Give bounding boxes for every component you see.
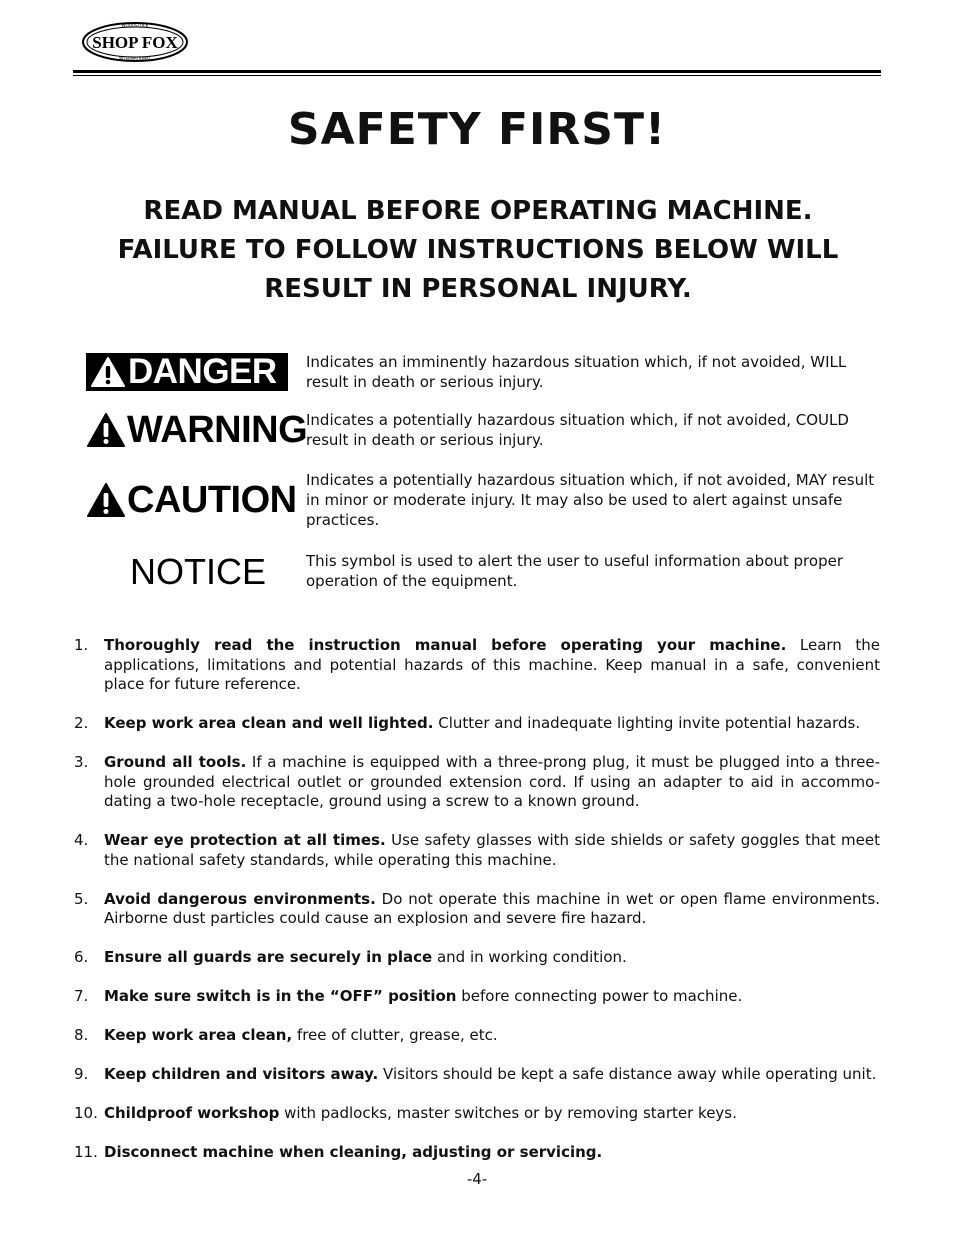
page-title: SAFETY FIRST! <box>287 104 667 155</box>
list-item: 9. Keep children and visitors away. Visitors should be kept a safe distance away while operating unit. <box>74 1065 877 1083</box>
shop-fox-logo <box>80 18 190 64</box>
warning-triangle-icon <box>90 356 126 388</box>
list-item: 4. Wear eye protection at all times. Use safety glasses with side shields or safety goggles that meet the national safety standards, while operating this machine. <box>74 831 880 869</box>
caution-label <box>86 480 297 520</box>
caution-word: CAUTION <box>127 478 297 521</box>
notice-description: This symbol is used to alert the user to useful information about proper operation of the equipment. <box>306 552 843 590</box>
list-item: 6. Ensure all guards are securely in place and in working condition. <box>74 948 627 966</box>
list-item: 3. Ground all tools. If a machine is equipped with a three-prong plug, it must be plugged into a three-hole grounded electrical outlet or grounded extension cord. If using an adapter to aid in accommo-dating a two-hole receptacle, ground using a screw to a known ground. <box>74 753 880 810</box>
notice-word: NOTICE <box>130 551 267 592</box>
list-item: 10. Childproof workshop with padlocks, master switches or by removing starter keys. <box>74 1104 737 1122</box>
danger-label <box>86 352 288 392</box>
warning-word: WARNING <box>127 408 308 451</box>
notice-label <box>86 552 266 592</box>
list-item: 1. Thoroughly read the instruction manual before operating your machine. Learn the applications, limitations and potential hazards of this machine. Keep manual in a safe, convenient place for future reference. <box>74 636 881 693</box>
warning-triangle-icon <box>86 412 126 448</box>
list-item: 11. Disconnect machine when cleaning, adjusting or servicing. <box>74 1143 603 1161</box>
safety-rules-list <box>74 636 880 1182</box>
safety-subheading <box>80 192 876 309</box>
warning-description: Indicates a potentially hazardous situation which, if not avoided, COULD result in death or serious injury. <box>306 411 849 449</box>
danger-description: Indicates an imminently hazardous situation which, if not avoided, WILL result in death or serious injury. <box>306 353 847 391</box>
list-item: 5. Avoid dangerous environments. Do not operate this machine in wet or open flame environments. Airborne dust particles could cause an explosion and severe fire hazard. <box>74 889 880 927</box>
logo-arc-top: WOODSTOCK <box>121 23 149 28</box>
logo-arc-bottom: INTERNATIONAL <box>118 56 152 61</box>
logo-text: SHOP FOX <box>92 33 178 52</box>
subheading-line: FAILURE TO FOLLOW INSTRUCTIONS BELOW WILL <box>117 235 839 265</box>
danger-box <box>86 353 288 391</box>
subheading-line: RESULT IN PERSONAL INJURY. <box>264 274 692 304</box>
page-number: -4- <box>466 1170 488 1188</box>
warning-label <box>86 410 307 450</box>
caution-description: Indicates a potentially hazardous situation which, if not avoided, MAY result in minor or moderate injury. It may also be used to alert against unsafe practices. <box>306 471 875 529</box>
header-rule <box>73 70 881 73</box>
list-item: 7. Make sure switch is in the “OFF” position before connecting power to machine. <box>74 987 743 1005</box>
header-rule-thin <box>73 75 881 76</box>
subheading-line: READ MANUAL BEFORE OPERATING MACHINE. <box>143 196 813 226</box>
danger-word: DANGER <box>128 352 277 391</box>
list-item: 2. Keep work area clean and well lighted. Clutter and inadequate lighting invite potential hazards. <box>74 714 861 732</box>
list-item: 8. Keep work area clean, free of clutter, grease, etc. <box>74 1026 498 1044</box>
warning-triangle-icon <box>86 482 126 518</box>
